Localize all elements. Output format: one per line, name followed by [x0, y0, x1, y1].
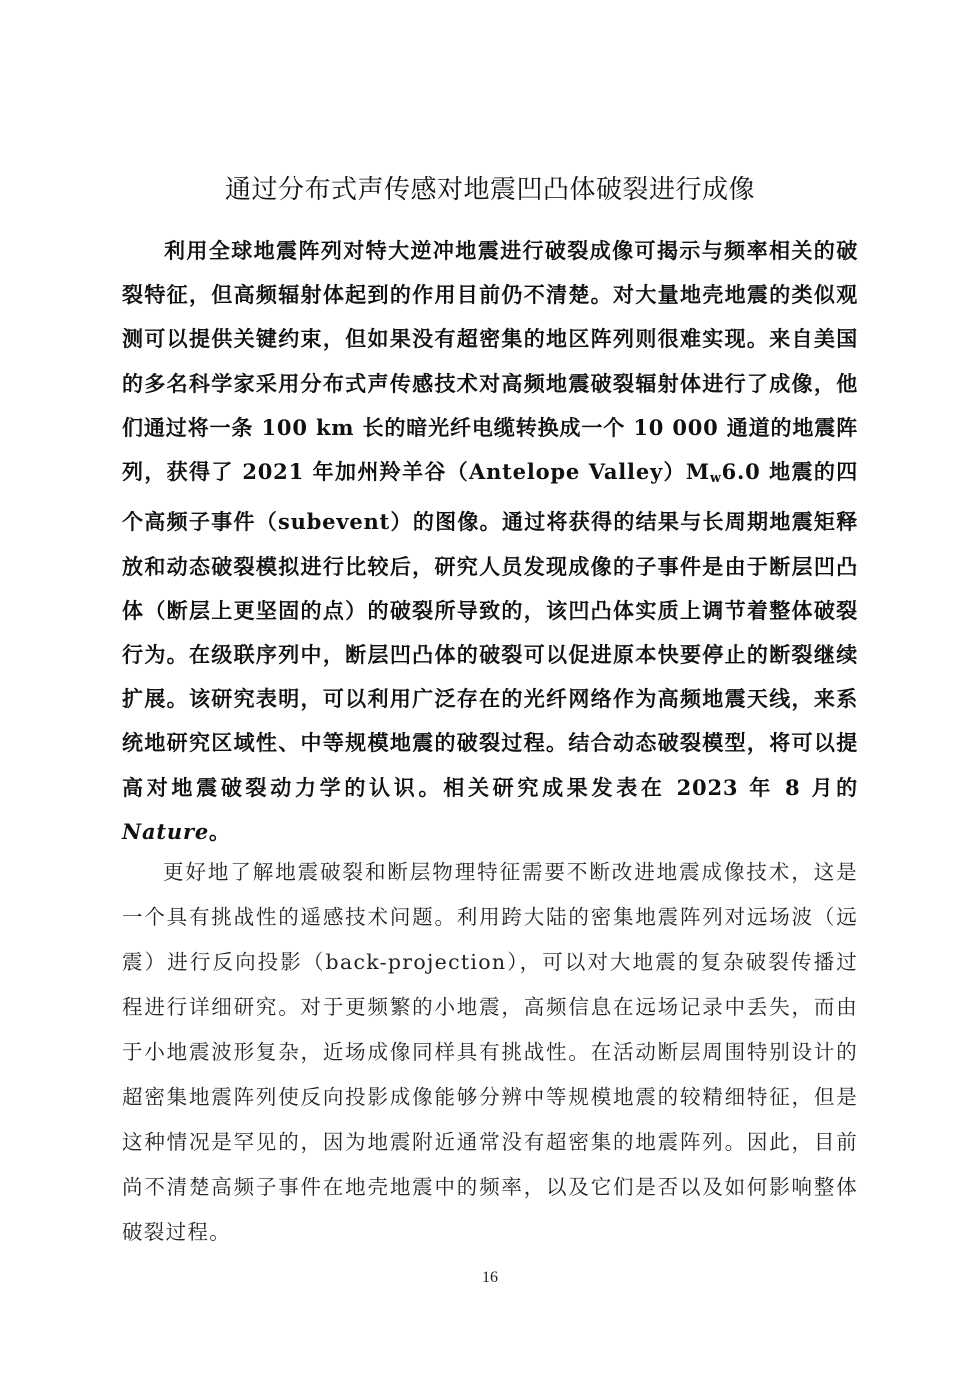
- summary-text-part1: 利用全球地震阵列对特大逆冲地震进行破裂成像可揭示与频率相关的破裂特征，但高频辐射体起到的作用目前仍不清楚。对大量地壳地震的类似观测可以提供关键约束，但如果没有超密集的地区阵列则很难实现。来自美国的多名科学家采用分布式声传感技术对高频地震破裂辐射体进行了成像，他们通过将一条 100 km 长的暗光纤电缆转换成一个 10 000 通道的地震阵列，获得了 2021 年加州羚羊谷（Antelope Valley）M: [122, 238, 858, 485]
- journal-name: Nature: [122, 818, 209, 844]
- background-paragraph: 更好地了解地震破裂和断层物理特征需要不断改进地震成像技术，这是一个具有挑战性的遥感技术问题。利用跨大陆的密集地震阵列对远场波（远震）进行反向投影（back-projection），可以对大地震的复杂破裂传播过程进行详细研究。对于更频繁的小地震，高频信息在远场记录中丢失，而由于小地震波形复杂，近场成像同样具有挑战性。在活动断层周围特别设计的超密集地震阵列使反向投影成像能够分辨中等规模地震的较精细特征，但是这种情况是罕见的，因为地震附近通常没有超密集的地震阵列。因此，目前尚不清楚高频子事件在地壳地震中的频率，以及它们是否以及如何影响整体破裂过程。: [122, 860, 858, 1244]
- article-title: 通过分布式声传感对地震凹凸体破裂进行成像: [224, 175, 755, 205]
- summary-text-part2: 6.0 地震的四个高频子事件（subevent）的图像。通过将获得的结果与长周期地震矩释放和动态破裂模拟进行比较后，研究人员发现成像的子事件是由于断层凹凸体（断层上更坚固的点）的破裂所导致的，该凹凸体实质上调节着整体破裂行为。在级联序列中，断层凹凸体的破裂可以促进原本快要停止的断裂继续扩展。该研究表明，可以利用广泛存在的光纤网络作为高频地震天线，来系统地研究区域性、中等规模地震的破裂过程。结合动态破裂模型，将可以提高对地震破裂动力学的认识。相关研究成果发表在 2023 年 8 月的: [122, 459, 858, 800]
- page-number: 16: [482, 1269, 498, 1286]
- summary-paragraph: [122, 229, 858, 854]
- summary-text-end: 。: [209, 818, 231, 844]
- magnitude-subscript: w: [709, 470, 722, 486]
